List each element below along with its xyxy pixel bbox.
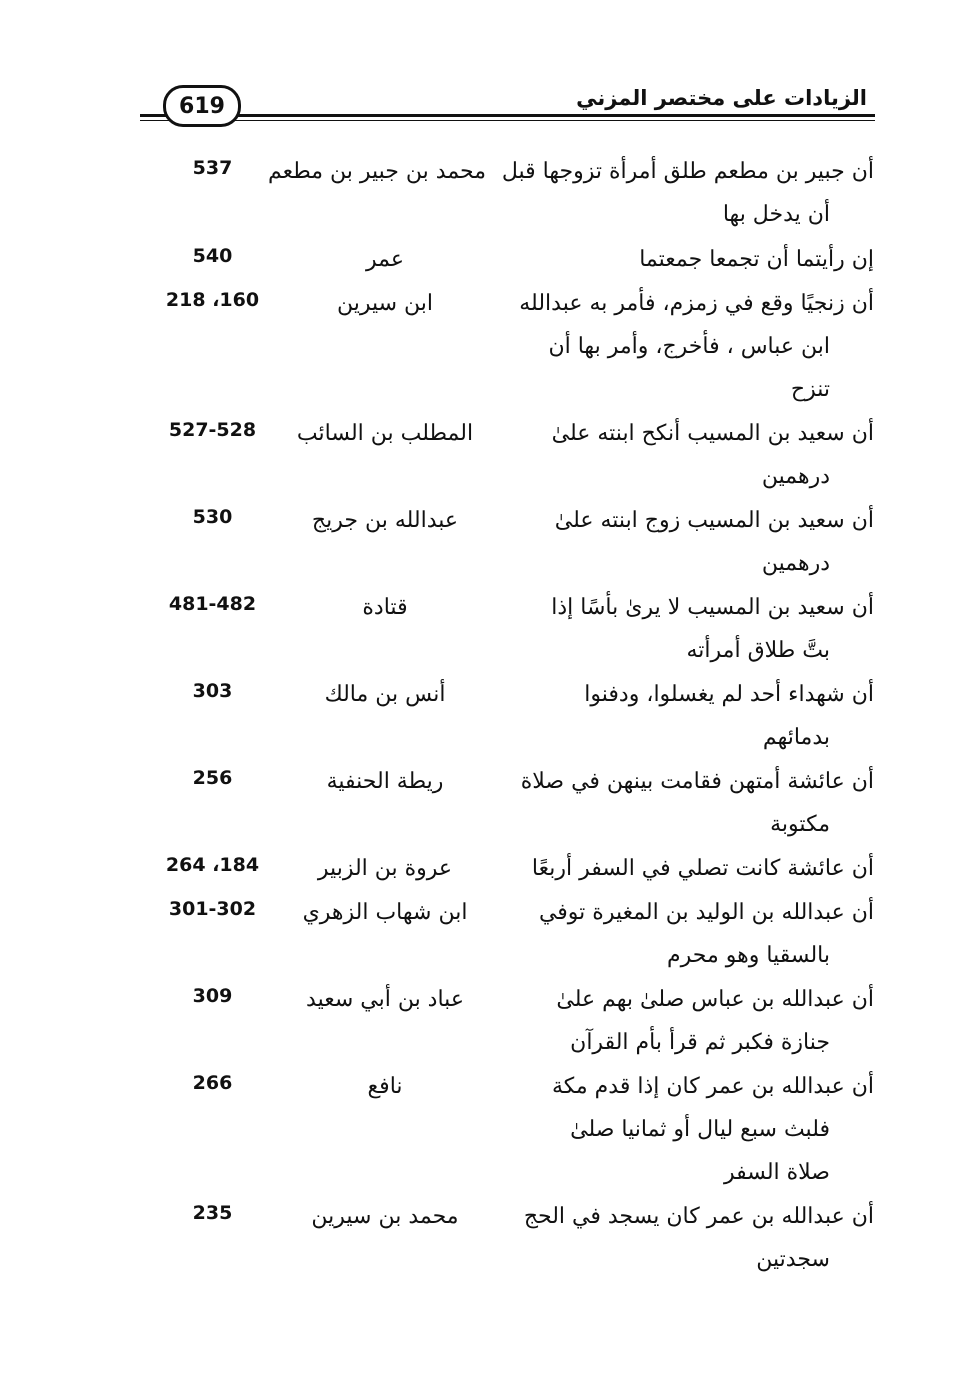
entry-text-line: أن سعيد بن المسيب زوج ابنته علىٰ [554,508,874,533]
entry-text-line: بتَّ طلاق أمرأته [686,638,830,663]
book-title: الزيادات على مختصر المزني [576,86,867,110]
entry-narrator: نافع [367,1074,403,1099]
entry-pages: 184، 264 [165,854,260,876]
entry-text [514,238,874,281]
entry-narrator: المطلب بن السائب [296,421,474,446]
entry-text-line: بالسقيا وهو محرم [667,943,830,968]
header-rule-bottom [140,120,875,121]
entry-text-line: مكتوبة [770,812,830,837]
entry-pages: 256 [192,767,233,789]
entry-narrator: عبدالله بن جريج [311,508,459,533]
entry-text-line: سجدتين [756,1247,830,1272]
entry-narrator: ابن شهاب الزهري [302,900,468,925]
entry-narrator: قتادة [362,595,408,620]
entry-text [514,673,874,759]
page-header [0,0,959,150]
entry-text [514,1195,874,1281]
entry-pages: 303 [192,680,233,702]
entry-narrator: أنس بن مالك [324,682,446,707]
entry-narrator: محمد بن سيرين [311,1204,459,1229]
entry-text-line: أن عبدالله بن عمر كان يسجد في الحج [523,1204,874,1229]
entry-text-line: تنزح [790,377,830,402]
entry-pages: 540 [192,245,233,267]
entry-text-line: أن عبدالله بن عمر كان إذا قدم مكة [551,1074,874,1099]
entry-narrator: ابن سيرين [336,291,434,316]
entry-pages: 301-302 [168,898,257,920]
entry-text-line: أن جبير بن مطعم طلق أمرأة تزوجها قبل [501,159,874,184]
entry-text [501,150,874,236]
entry-pages: 481-482 [168,593,257,615]
entry-text-line: إن رأيتما أن تجمعا جمعتما [639,247,874,272]
entry-text-line: فلبث سبع ليال أو ثمانيا صلىٰ [570,1117,830,1142]
entry-text [514,1065,874,1194]
entry-text-line: جنازة فكبر ثم قرأ بأم القرآن [570,1030,830,1055]
entry-narrator: عروة بن الزبير [317,856,453,881]
entry-text-line: صلاة السفر [723,1160,830,1185]
entry-text [514,760,874,846]
entry-pages: 309 [192,985,233,1007]
entry-text-line: أن عبدالله بن عباس صلىٰ بهم علىٰ [556,987,874,1012]
entry-text [514,412,874,498]
entry-text-line: أن يدخل بها [722,202,830,227]
entry-text [514,282,874,411]
entry-text [514,847,874,890]
entry-text-line: درهمين [761,551,830,576]
page-number: 619 [179,93,225,119]
entry-narrator: عباد بن أبي سعيد [306,987,464,1012]
entry-text [514,586,874,672]
entry-text-line: ابن عباس ، فأخرج، وأمر بها أن [548,334,830,359]
entry-narrator: ريطة الحنفية [326,769,444,794]
entry-pages: 266 [192,1072,233,1094]
entry-text [514,891,874,977]
entry-text-line: أن عبدالله بن الوليد بن المغيرة توفي [538,900,874,925]
entry-text-line: أن سعيد بن المسيب لا يرىٰ بأسًا إذا [551,595,874,620]
entry-text-line: أن عائشة كانت تصلي في السفر أربعًا [531,856,874,881]
entry-narrator: محمد بن جبير بن مطعم [267,159,487,184]
header-rule-top [140,114,875,117]
entry-text-line: أن عائشة أمتهن فقامت بينهن في صلاة [520,769,874,794]
entry-text-line: درهمين [761,464,830,489]
entry-pages: 530 [192,506,233,528]
entry-text-line: أن سعيد بن المسيب أنكح ابنته علىٰ [551,421,874,446]
entry-text [514,978,874,1064]
entry-text-line: بدمائهم [762,725,830,750]
entry-narrator: عمر [366,247,404,272]
page-number-badge [163,85,241,127]
entry-pages: 235 [192,1202,233,1224]
entry-text-line: أن زنجيًا وقع في زمزم، فأمر به عبدالله [519,291,874,316]
entry-pages: 527-528 [168,419,257,441]
entry-text [514,499,874,585]
entry-pages: 160، 218 [165,289,260,311]
entry-pages: 537 [192,157,233,179]
entry-text-line: أن شهداء أحد لم يغسلوا، ودفنوا [584,682,874,707]
